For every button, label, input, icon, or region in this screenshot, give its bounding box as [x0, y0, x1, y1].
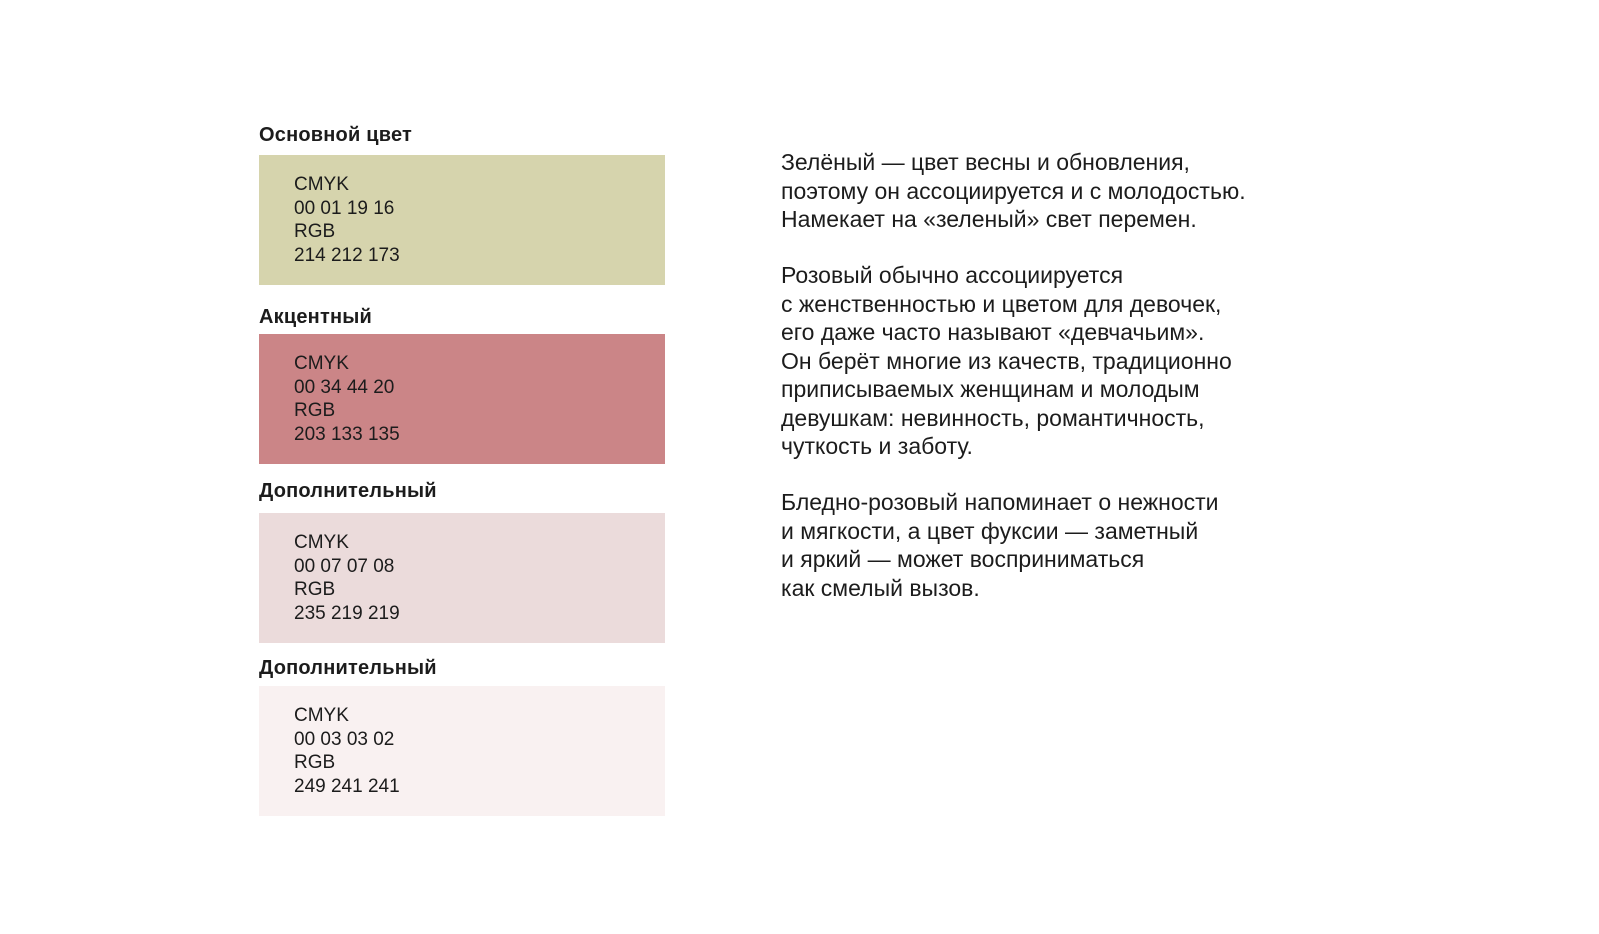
additional-color-label-1: Дополнительный [259, 480, 437, 502]
description-line: Он берёт многие из качеств, традиционно [781, 347, 1232, 374]
cmyk-label: CMYK [294, 532, 349, 553]
description-line: с женственностью и цветом для девочек, [781, 290, 1222, 317]
cmyk-label: CMYK [294, 353, 349, 374]
rgb-label: RGB [294, 221, 336, 242]
additional-color-label-2: Дополнительный [259, 657, 437, 679]
cmyk-value: 00 34 44 20 [294, 376, 395, 398]
description-line: Зелёный — цвет весны и обновления, [781, 149, 1190, 175]
rgb-value: 235 219 219 [294, 602, 400, 624]
cmyk-value: 00 01 19 16 [294, 197, 395, 219]
description-line: девушкам: невинность, романтичность, [781, 404, 1205, 431]
rgb-value: 214 212 173 [294, 244, 400, 266]
rgb-value: 249 241 241 [294, 775, 400, 797]
rgb-value: 203 133 135 [294, 423, 400, 445]
description-line: чуткость и заботу. [781, 433, 973, 459]
cmyk-label: CMYK [294, 174, 349, 195]
accent-color-swatch [259, 334, 665, 464]
rgb-label: RGB [294, 579, 336, 600]
pink-description-paragraph [781, 261, 1401, 461]
description-line: Розовый обычно ассоциируется [781, 262, 1124, 288]
rgb-label: RGB [294, 752, 336, 773]
additional-color-swatch-1 [259, 513, 665, 643]
green-description-paragraph [781, 148, 1401, 234]
description-line: его даже часто называют «девчачьим». [781, 319, 1205, 345]
rgb-label: RGB [294, 400, 336, 421]
accent-color-label: Акцентный [259, 306, 373, 328]
description-line: Намекает на «зеленый» свет перемен. [781, 206, 1197, 232]
cmyk-value: 00 03 03 02 [294, 728, 395, 750]
primary-color-label: Основной цвет [259, 124, 413, 146]
additional-color-swatch-2 [259, 686, 665, 816]
pale-pink-description-paragraph [781, 488, 1401, 602]
cmyk-label: CMYK [294, 705, 349, 726]
description-line: Бледно-розовый напоминает о нежности [781, 489, 1219, 515]
primary-color-swatch [259, 155, 665, 285]
description-line: приписываемых женщинам и молодым [781, 376, 1200, 402]
description-line: и яркий — может восприниматься [781, 546, 1145, 572]
description-line: как смелый вызов. [781, 574, 980, 601]
cmyk-value: 00 07 07 08 [294, 555, 395, 577]
description-line: и мягкости, а цвет фуксии — заметный [781, 517, 1199, 544]
description-line: поэтому он ассоциируется и с молодостью. [781, 177, 1246, 204]
